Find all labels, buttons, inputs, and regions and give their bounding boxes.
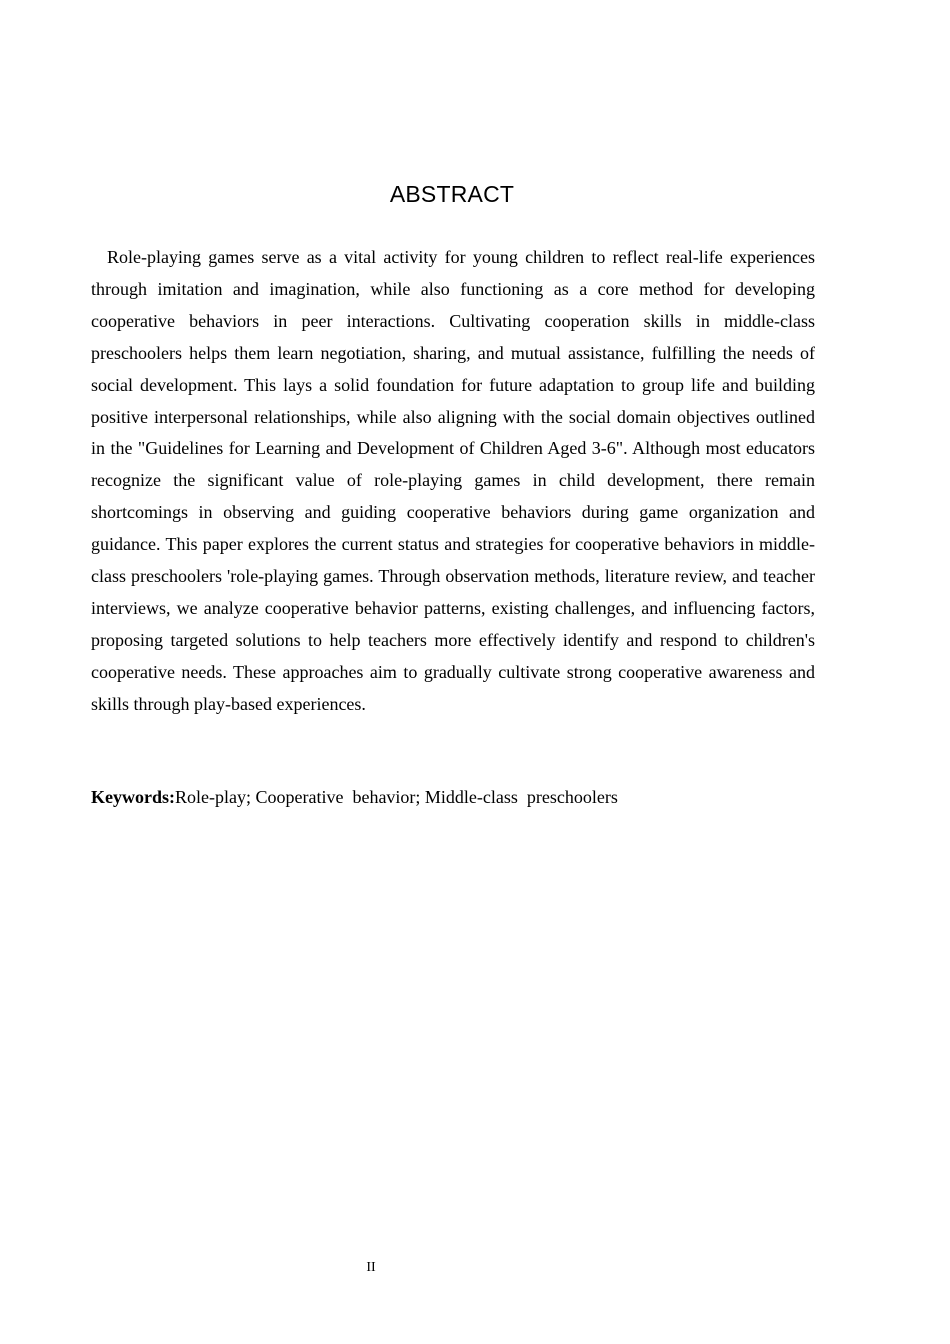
keywords-text: Role-play; Cooperative behavior; Middle-class preschoolers bbox=[175, 787, 618, 807]
keywords-line bbox=[91, 782, 815, 812]
abstract-title: ABSTRACT bbox=[389, 181, 515, 207]
abstract-body: Role-playing games serve as a vital activity for young children to reflect real-life experiences through imitation and imagination, while also functioning as a core method for developing cooperative behaviors in peer interactions. Cultivating cooperation skills in middle-class preschoolers helps them learn negotiation, sharing, and mutual assistance, fulfilling the needs of social development. This lays a solid foundation for future adaptation to group life and building positive interpersonal relationships, while also aligning with the social domain objectives outlined in the "Guidelines for Learning and Development of Children Aged 3-6". Although most educators recognize the significant value of role-playing games in child development, there remain shortcomings in observing and guiding cooperative behaviors during game organization and guidance. This paper explores the current status and strategies for cooperative behaviors in middle-class preschoolers 'role-playing games. Through observation methods, literature review, and teacher interviews, we analyze cooperative behavior patterns, existing challenges, and influencing factors, proposing targeted solutions to help teachers more effectively identify and respond to children's cooperative needs. These approaches aim to gradually cultivate strong cooperative awareness and skills through play-based experiences. bbox=[91, 247, 815, 714]
page-number: II bbox=[366, 1260, 376, 1275]
keywords-label: Keywords: bbox=[91, 787, 175, 807]
